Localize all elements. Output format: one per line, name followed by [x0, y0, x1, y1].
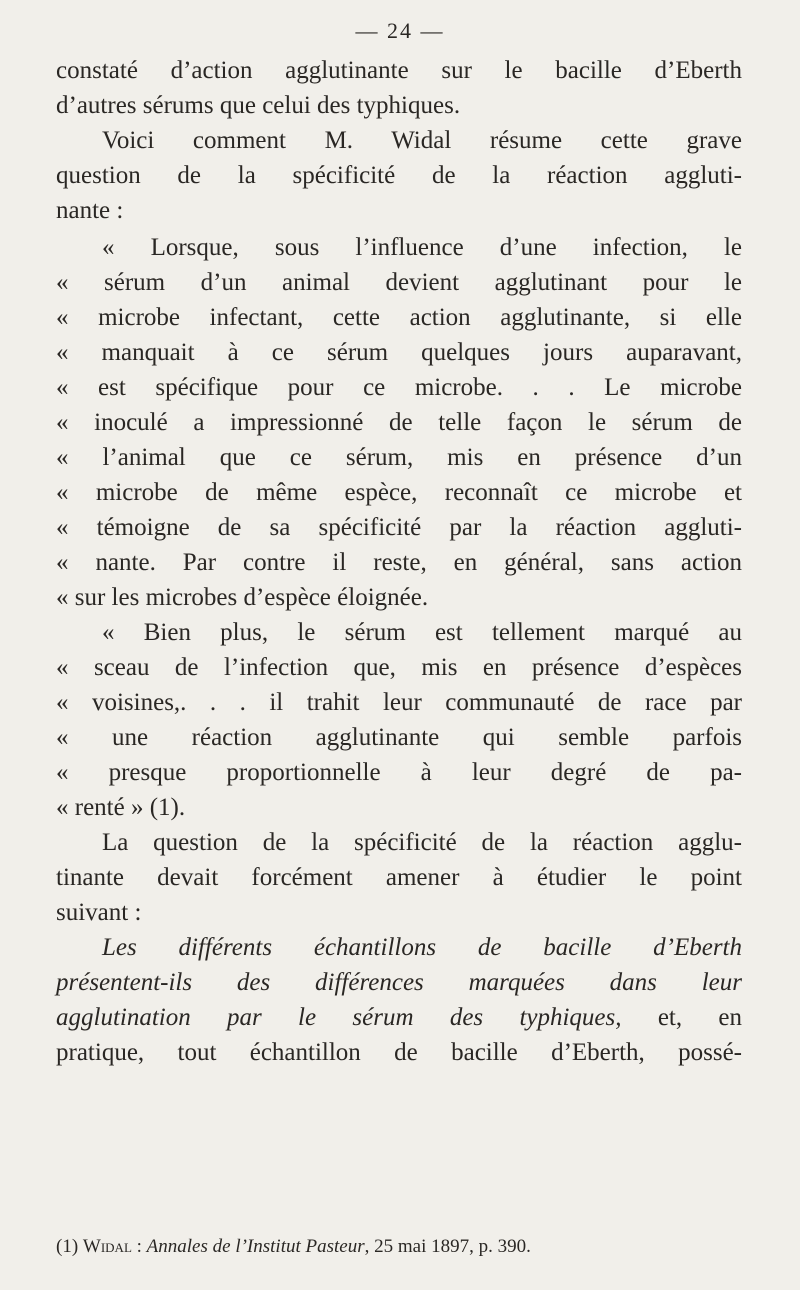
roman-span: et, en	[621, 1004, 743, 1031]
footnote-author: Widal	[82, 1236, 132, 1257]
text-line: tinante devait forcément amener à étudier le point	[56, 864, 742, 891]
footnote-journal: Annales de l’Institut Pasteur	[146, 1236, 365, 1257]
quote-line: « Bien plus, le sérum est tellement marqué au	[102, 619, 742, 646]
text-line: pratique, tout échantillon de bacille d’Eberth, possé-	[56, 1039, 742, 1066]
text-line: suivant :	[56, 899, 142, 926]
text-line: nante :	[56, 197, 124, 224]
quote-line: « une réaction agglutinante qui semble parfois	[56, 724, 742, 751]
quote-line: « sérum d’un animal devient agglutinant pour le	[56, 269, 742, 296]
italic-line: présentent-ils des différences marquées dans leur	[56, 969, 742, 996]
text-line: d’autres sérums que celui des typhiques.	[56, 92, 461, 119]
text-line: Voici comment M. Widal résume cette grave	[102, 127, 742, 154]
quote-line: « sceau de l’infection que, mis en présence d’espèces	[56, 654, 742, 681]
quote-line: « voisines,. . . il trahit leur communauté de race par	[56, 689, 742, 716]
page-number: — 24 —	[355, 18, 445, 43]
quote-line: « microbe infectant, cette action agglutinante, si elle	[56, 304, 742, 331]
quote-line: « témoigne de sa spécificité par la réaction aggluti-	[56, 514, 742, 541]
body-text	[56, 53, 742, 1070]
quote-line: « renté » (1).	[56, 794, 186, 821]
quote-line: « est spécifique pour ce microbe. . . Le microbe	[56, 374, 742, 401]
mixed-line	[56, 1000, 742, 1035]
italic-line: Les différents échantillons de bacille d’Eberth	[102, 934, 742, 961]
text-line: La question de la spécificité de la réaction agglu-	[102, 829, 742, 856]
quote-line: « l’animal que ce sérum, mis en présence d’un	[56, 444, 742, 471]
italic-span: agglutination par le sérum des typhiques,	[56, 1004, 622, 1031]
quote-line: « presque proportionnelle à leur degré de pa-	[56, 759, 742, 786]
text-line: constaté d’action agglutinante sur le bacille d’Eberth	[56, 57, 742, 84]
footnote-marker: (1)	[56, 1236, 79, 1257]
quote-line: « microbe de même espèce, reconnaît ce microbe et	[56, 479, 742, 506]
quote-line: « Lorsque, sous l’influence d’une infection, le	[102, 234, 742, 261]
footnote-separator: :	[131, 1236, 147, 1257]
quote-line: « nante. Par contre il reste, en général, sans action	[56, 549, 742, 576]
quote-line: « sur les microbes d’espèce éloignée.	[56, 584, 429, 611]
footnote	[56, 1236, 742, 1258]
footnote-reference: , 25 mai 1897, p. 390.	[364, 1236, 531, 1257]
quote-line: « inoculé a impressionné de telle façon le sérum de	[56, 409, 742, 436]
quote-line: « manquait à ce sérum quelques jours auparavant,	[56, 339, 742, 366]
text-line: question de la spécificité de la réaction aggluti-	[56, 162, 742, 189]
